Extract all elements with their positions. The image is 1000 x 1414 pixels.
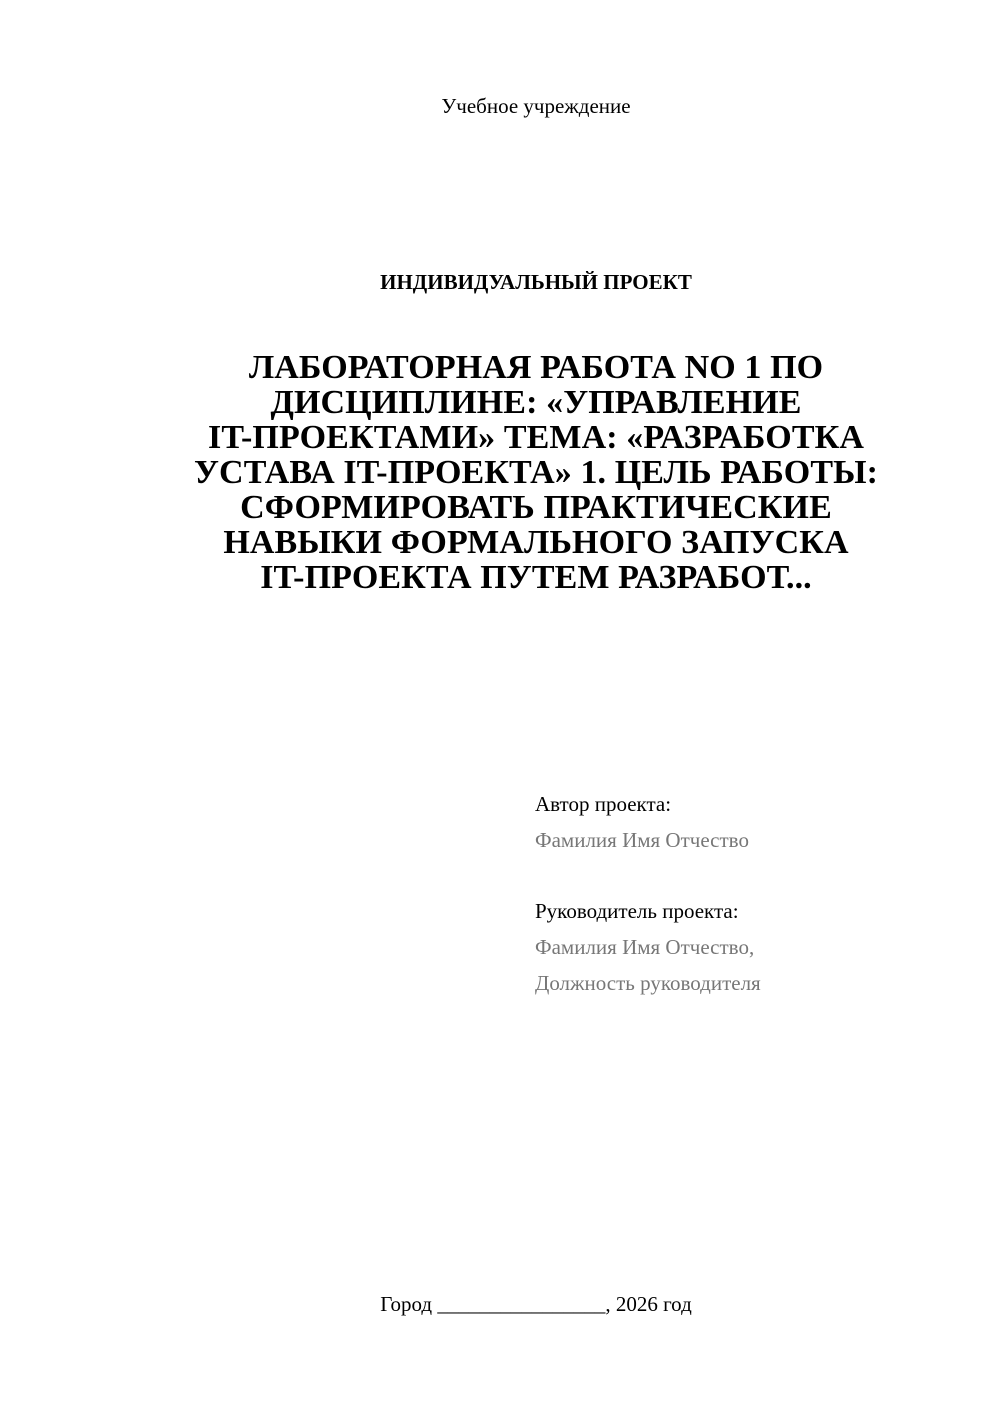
author-label: Автор проекта: xyxy=(535,792,672,816)
supervisor-block xyxy=(535,893,975,1001)
supervisor-label: Руководитель проекта: xyxy=(535,899,739,923)
document-title-line: IT-ПРОЕКТАМИ» ТЕМА: «РАЗРАБОТКА xyxy=(207,419,865,456)
city-year-line: Город ________________, 2026 год xyxy=(380,1292,692,1316)
document-title-line: IT-ПРОЕКТА ПУТЕМ РАЗРАБОТ... xyxy=(260,559,812,596)
supervisor-position: Должность руководителя xyxy=(535,971,761,995)
document-type-heading: ИНДИВИДУАЛЬНЫЙ ПРОЕКТ xyxy=(380,270,692,294)
document-title-line: НАВЫКИ ФОРМАЛЬНОГО ЗАПУСКА xyxy=(223,524,849,561)
institution-name: Учебное учреждение xyxy=(441,94,631,118)
author-name: Фамилия Имя Отчество xyxy=(535,828,749,852)
document-title-line: ДИСЦИПЛИНЕ: «УПРАВЛЕНИЕ xyxy=(270,384,802,421)
author-block xyxy=(535,786,975,858)
supervisor-name: Фамилия Имя Отчество, xyxy=(535,935,755,959)
document-title xyxy=(150,350,922,595)
document-title-line: УСТАВА IT-ПРОЕКТА» 1. ЦЕЛЬ РАБОТЫ: xyxy=(193,454,878,491)
document-title-line: ЛАБОРАТОРНАЯ РАБОТА NO 1 ПО xyxy=(248,349,824,386)
document-title-line: СФОРМИРОВАТЬ ПРАКТИЧЕСКИЕ xyxy=(240,489,832,526)
